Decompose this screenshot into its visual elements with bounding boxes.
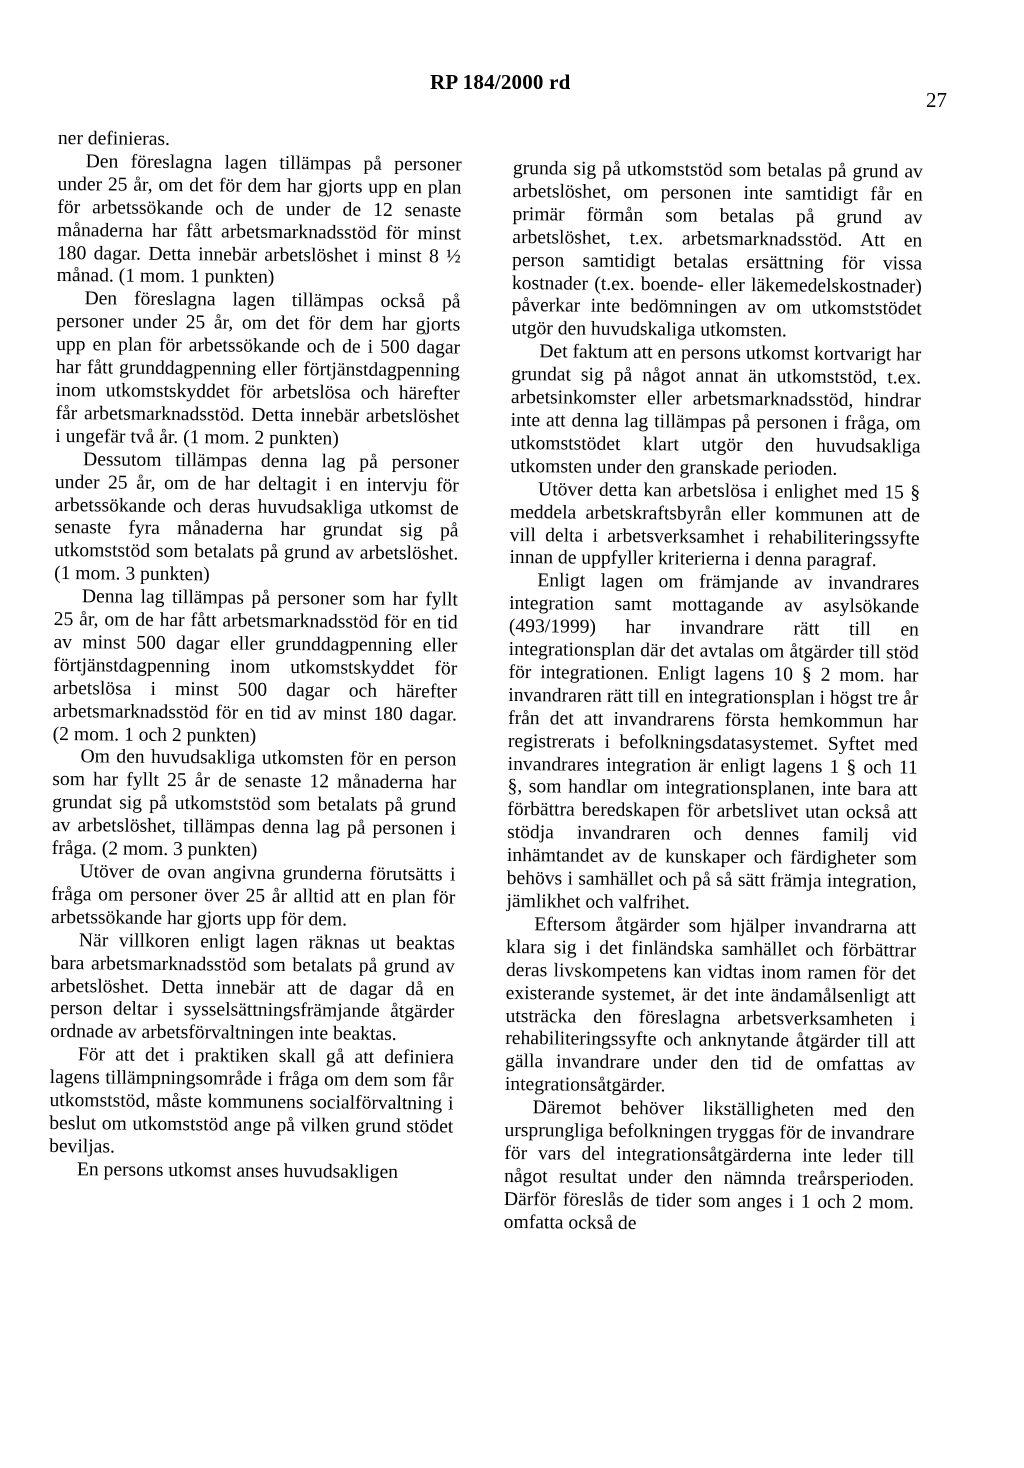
paragraph: Eftersom åtgärder som hjälper invandrarna att klara sig i det finländska samhället och förbättrar deras livskompetens kan vidtas inom ramen för det existerande systemet, är det inte ändamålsenligt att utsträcka den föreslagna arbetsverksamheten i rehabiliteringssyfte och anknytande åtgärder till att gälla invandrare under den tid de omfattas av integrationsåtgärder.	[504, 914, 917, 1097]
paragraph: Den föreslagna lagen tillämpas också på personer under 25 år, om det för dem har gjorts upp en plan för arbetssökande och de i 500 dagar har fått grunddagpenning eller förtjänstdagpenning inom utkomstskyddet för arbetslösa och härefter får arbetsmarknadsstöd. Detta innebär arbetslöshet i ungefär två år. (1 mom. 2 punkten)	[55, 288, 461, 450]
paragraph: Den föreslagna lagen tillämpas på personer under 25 år, om det för dem har gjorts upp en plan för arbetssökande och de under de 12 senaste månaderna har fått arbetsmarknadsstöd för minst 180 dagar. Detta innebär arbetslöshet i minst 8 ½ månad. (1 mom. 1 punkten)	[56, 151, 462, 289]
paragraph: Enligt lagen om främjande av invandrares integration samt mottagande av asylsökande (493/1999) har invandrare rätt till en integrationsplan där det avtalas om åtgärder till stöd för integrationen. Enligt lagens 10 § 2 mom. har invandraren rätt till en integrationsplan i högst tre år från det att invandrarens första hemkommun har registrerats i befolkningsdatasystemet. Syftet med invandrares integration är enligt lagens 1 § och 11 §, som handlar om integrationsplanen, inte bara att förbättra beredskapen för arbetslivet utan också att stödja invandraren och dennes familj vid inhämtandet av de kunskaper och färdigheter som behövs i samhället och på så sätt främja integration, jämlikhet och valfrihet.	[506, 570, 920, 914]
paragraph: Dessutom tillämpas denna lag på personer under 25 år, om de har deltagit i en intervju för arbetssökande och deras huvudsakliga utkomst de senaste fyra månaderna har grundat sig på utkomststöd som betalats på grund av arbetslöshet. (1 mom. 3 punkten)	[54, 448, 460, 586]
left-column	[49, 128, 462, 1185]
page-number: 27	[926, 88, 947, 112]
paragraph: ner definieras.	[57, 128, 171, 150]
paragraph: Det faktum att en persons utkomst kortvarigt har grundat sig på något annat än utkomststöd, t.ex. arbetsinkomster eller arbetsmarknadsstöd, hindrar inte att denna lag tillämpas på personen i fråga, om utkomststödet klart utgör den huvudsakliga utkomsten under den granskade perioden.	[510, 341, 922, 480]
paragraph: Däremot behöver likställigheten med den ursprungliga befolkningen tryggas för de invandrare för vars del integrationsåtgärderna inte leder till något resultat under den nämnda treårsperioden. Därför föreslås de tider som anges i 1 och 2 mom. omfatta också de	[503, 1097, 915, 1234]
paragraph: Denna lag tillämpas på personer som har fyllt 25 år, om de har fått arbetsmarknadsstöd för en tid av minst 500 dagar eller grunddagpenning eller förtjänstdagpenning inom utkomstskyddet för arbetslösa i minst 500 dagar och härefter arbetsmarknadsstöd för en tid av minst 180 dagar. (2 mom. 1 och 2 punkten)	[52, 586, 458, 747]
paragraph: grunda sig på utkomststöd som betalas på grund av arbetslöshet, om personen inte samtidigt får en primär förmån som betalas på grund av arbetslöshet, t.ex. arbetsmarknadsstöd. Att en person samtidigt betalas ersättning för vissa kostnader (t.ex. boende- eller läkemedelskostnader) påverkar inte bedömningen av om utkomststödet utgör den huvudskaliga utkomsten.	[511, 158, 923, 342]
paragraph: Utöver detta kan arbetslösa i enlighet med 15 § meddela arbetskraftsbyrån eller kommunen att de vill delta i arbetsverksamhet i rehabiliteringssyfte innan de uppfyller kriterierna i denna paragraf.	[509, 478, 921, 572]
paragraph: När villkoren enligt lagen räknas ut beaktas bara arbetsmarknadsstöd som betalats på grund av arbetslöshet. Detta innebär att de dagar då en person deltar i sysselsättningsfrämjande åtgärder ordnade av arbetsförvaltningen inte beaktas.	[50, 929, 455, 1046]
paragraph: Utöver de ovan angivna grunderna förutsätts i fråga om personer över 25 år alltid att en plan för arbetssökande har gjorts upp för dem.	[51, 861, 456, 931]
page-header	[0, 70, 1024, 110]
paragraph: En persons utkomst anses huvudsakligen	[76, 1158, 399, 1183]
right-column	[504, 158, 923, 1238]
document-id: RP 184/2000 rd	[430, 70, 571, 94]
paragraph: För att det i praktiken skall gå att definiera lagens tillämpningsområde i fråga om dem som får utkomststöd, måste kommunens socialförvaltning i beslut om utkomststöd ange på vilken grund stödet beviljas.	[49, 1044, 454, 1158]
paragraph: Om den huvudsakliga utkomsten för en person som har fyllt 25 år de senaste 12 månaderna har grundat sig på utkomststöd som betalats på grund av arbetslöshet, tillämpas denna lag på personen i fråga. (2 mom. 3 punkten)	[51, 746, 457, 861]
